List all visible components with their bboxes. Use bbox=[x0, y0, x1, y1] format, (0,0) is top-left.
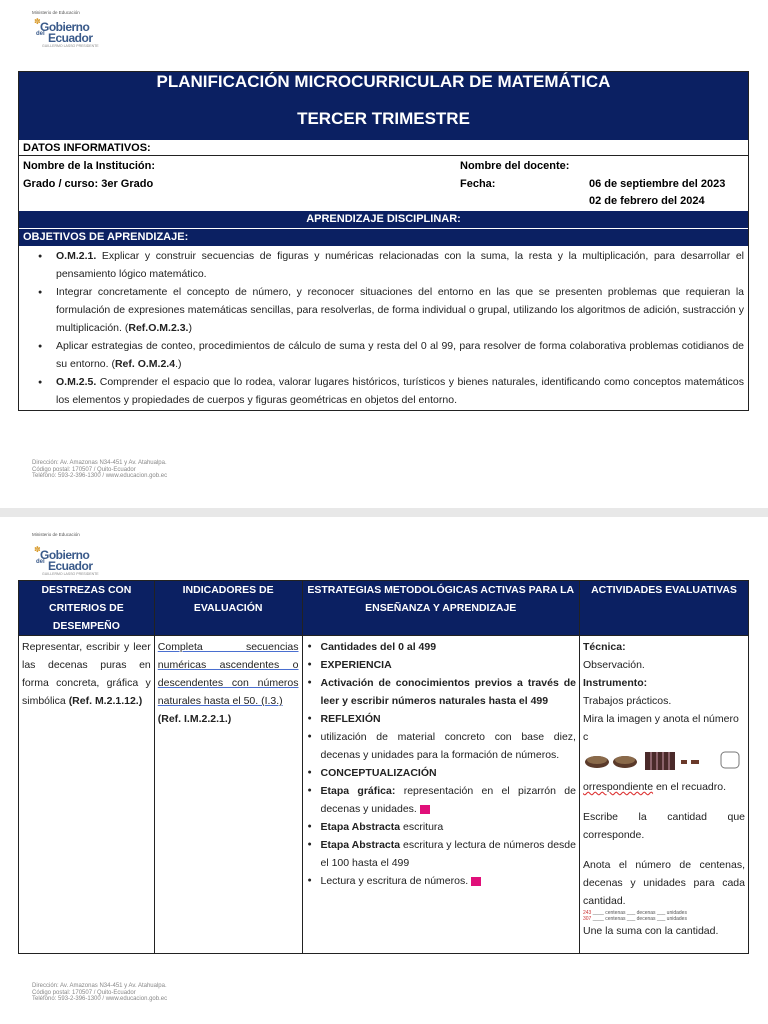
list-item: ● Activación de conocimientos previos a través de leer y escribir números naturales hasta el 499 bbox=[306, 674, 576, 710]
list-item: ● EXPERIENCIA bbox=[306, 656, 576, 674]
ministry-label: Ministerio de Educación bbox=[32, 532, 80, 537]
list-item: ● Aplicar estrategias de conteo, procedimientos de cálculo de suma y resta del 0 al 99, para resolver de forma colaborativa problemas cotidianos de su entorno. (Ref. O.M.2.4.) bbox=[19, 337, 748, 373]
planning-table bbox=[18, 71, 749, 411]
institucion-label: Nombre de la Institución: bbox=[23, 160, 156, 172]
actividades-cell: Técnica: Observación. Instrumento: Trabajos prácticos. Mira la imagen y anota el número c orrespondiente en el recuadro. Escribe la cantidad que corresponde. Anota el número de centenas, decenas y unidades para cada cantidad. 243 ____ centenas ___ decenas ___ unidades 307 ____ centenas ___ decenas ___ unidades Une la suma con la cantidad. bbox=[579, 636, 748, 954]
gobierno-logo: ✽ Gobierno del Ecuador GUILLERMO LASSO PRESIDENTE bbox=[34, 17, 99, 48]
fecha-label: Fecha: bbox=[460, 178, 496, 190]
document-page-1 bbox=[0, 0, 768, 508]
tecnica-value: Observación. bbox=[582, 659, 645, 671]
ministry-label: Ministerio de Educación bbox=[32, 10, 80, 15]
flower-icon: ✽ bbox=[34, 17, 41, 26]
docente-label: Nombre del docente: bbox=[460, 160, 570, 172]
page-footer: Dirección: Av. Amazonas N34-451 y Av. Atahualpa. Código postal: 170507 / Quito-Ecuador Teléfono: 593-2-396-1300 / www.educacion.gob.ec bbox=[32, 460, 168, 479]
list-item: ● Etapa gráfica: representación en el pizarrón de decenas y unidades. bbox=[306, 782, 576, 818]
list-item: ● CONCEPTUALIZACIÓN bbox=[306, 764, 576, 782]
header-actividades: ACTIVIDADES EVALUATIVAS bbox=[579, 581, 748, 636]
instrumento-label: Instrumento: bbox=[582, 677, 648, 689]
list-item: ● Cantidades del 0 al 499 bbox=[306, 638, 576, 656]
objetivos-header: OBJETIVOS DE APRENDIZAJE: bbox=[19, 229, 748, 246]
destreza-cell: Representar, escribir y leer las decenas puras en forma concreta, gráfica y simbólica (Ref. M.2.1.12.) bbox=[19, 636, 155, 954]
grado-label: Grado / curso: 3er Grado bbox=[23, 178, 154, 190]
gobierno-logo: ✽ Gobierno del Ecuador GUILLERMO LASSO PRESIDENTE bbox=[34, 545, 99, 576]
list-item: ● Lectura y escritura de números. bbox=[306, 872, 576, 890]
pink-marker-icon bbox=[471, 877, 481, 886]
list-item: ● REFLEXIÓN bbox=[306, 710, 576, 728]
pink-marker-icon bbox=[420, 805, 430, 814]
list-item: ● Etapa Abstracta escritura y lectura de números desde el 100 hasta el 499 bbox=[306, 836, 576, 872]
list-item: ● O.M.2.1. Explicar y construir secuencias de figuras y numéricas relacionadas con la suma, la resta y la multiplicación, para desarrollar el pensamiento lógico matemático. bbox=[19, 247, 748, 283]
escribe-instruction: Escribe la cantidad que corresponde. bbox=[582, 811, 745, 841]
anota-instruction: Anota el número de centenas, decenas y unidades para cada cantidad. bbox=[582, 859, 745, 907]
estrategias-list bbox=[306, 638, 576, 890]
base-ten-blocks-icon bbox=[583, 748, 743, 776]
header-indicadores: INDICADORES DE EVALUACIÓN bbox=[154, 581, 302, 636]
list-item: ● Integrar concretamente el concepto de número, y reconocer situaciones del entorno en las que se presenten problemas que requieran la formulación de expresiones matemáticas sencillas, para resolverlas, de forma individual o grupal, utilizando los algoritmos de adición, sustracción y multiplicación. (Ref.O.M.2.3.) bbox=[19, 283, 748, 337]
mira-instruction: Mira la imagen y anota el número c bbox=[582, 713, 739, 743]
list-item: ● O.M.2.5. Comprender el espacio que lo rodea, valorar lugares históricos, turísticos y bienes naturales, identificando como conceptos matemáticos los elementos y propiedades de cuerpos y figuras geométricas en objetos del entorno. bbox=[19, 373, 748, 409]
aprendizaje-header: APRENDIZAJE DISCIPLINAR: bbox=[19, 211, 748, 228]
fecha-inicio: 06 de septiembre del 2023 bbox=[589, 178, 726, 190]
title-block bbox=[19, 72, 748, 140]
une-instruction: Une la suma con la cantidad. bbox=[582, 925, 719, 937]
list-item: ● utilización de material concreto con base diez, decenas y unidades para la formación de números. bbox=[306, 728, 576, 764]
datos-informativos: DATOS INFORMATIVOS: bbox=[19, 140, 748, 156]
tecnica-label: Técnica: bbox=[582, 641, 626, 653]
page-subtitle: TERCER TRIMESTRE bbox=[297, 109, 470, 128]
flower-icon: ✽ bbox=[34, 545, 41, 554]
header-destrezas: DESTREZAS CON CRITERIOS DE DESEMPEÑO bbox=[19, 581, 155, 636]
document-page-2 bbox=[0, 517, 768, 1024]
header-estrategias: ESTRATEGIAS METODOLÓGICAS ACTIVAS PARA LA ENSEÑANZA Y APRENDIZAJE bbox=[302, 581, 579, 636]
instrumento-value: Trabajos prácticos. bbox=[582, 695, 672, 707]
objetivos-list bbox=[19, 247, 748, 409]
estrategias-cell bbox=[302, 636, 579, 954]
list-item: ● Etapa Abstracta escritura bbox=[306, 818, 576, 836]
fecha-fin: 02 de febrero del 2024 bbox=[589, 195, 705, 207]
indicador-cell: Completa secuencias numéricas ascendentes o descendentes con números naturales hasta el 50. (I.3.) (Ref. I.M.2.2.1.) bbox=[154, 636, 302, 954]
curriculum-table bbox=[18, 580, 749, 954]
page-footer: Dirección: Av. Amazonas N34-451 y Av. Atahualpa. Código postal: 170507 / Quito-Ecuador Teléfono: 593-2-396-1300 / www.educacion.gob.ec bbox=[32, 983, 168, 1002]
cdu-exercise: 243 ____ centenas ___ decenas ___ unidades 307 ____ centenas ___ decenas ___ unidades bbox=[582, 910, 687, 922]
page-title: PLANIFICACIÓN MICROCURRICULAR DE MATEMÁTICA bbox=[156, 72, 611, 91]
